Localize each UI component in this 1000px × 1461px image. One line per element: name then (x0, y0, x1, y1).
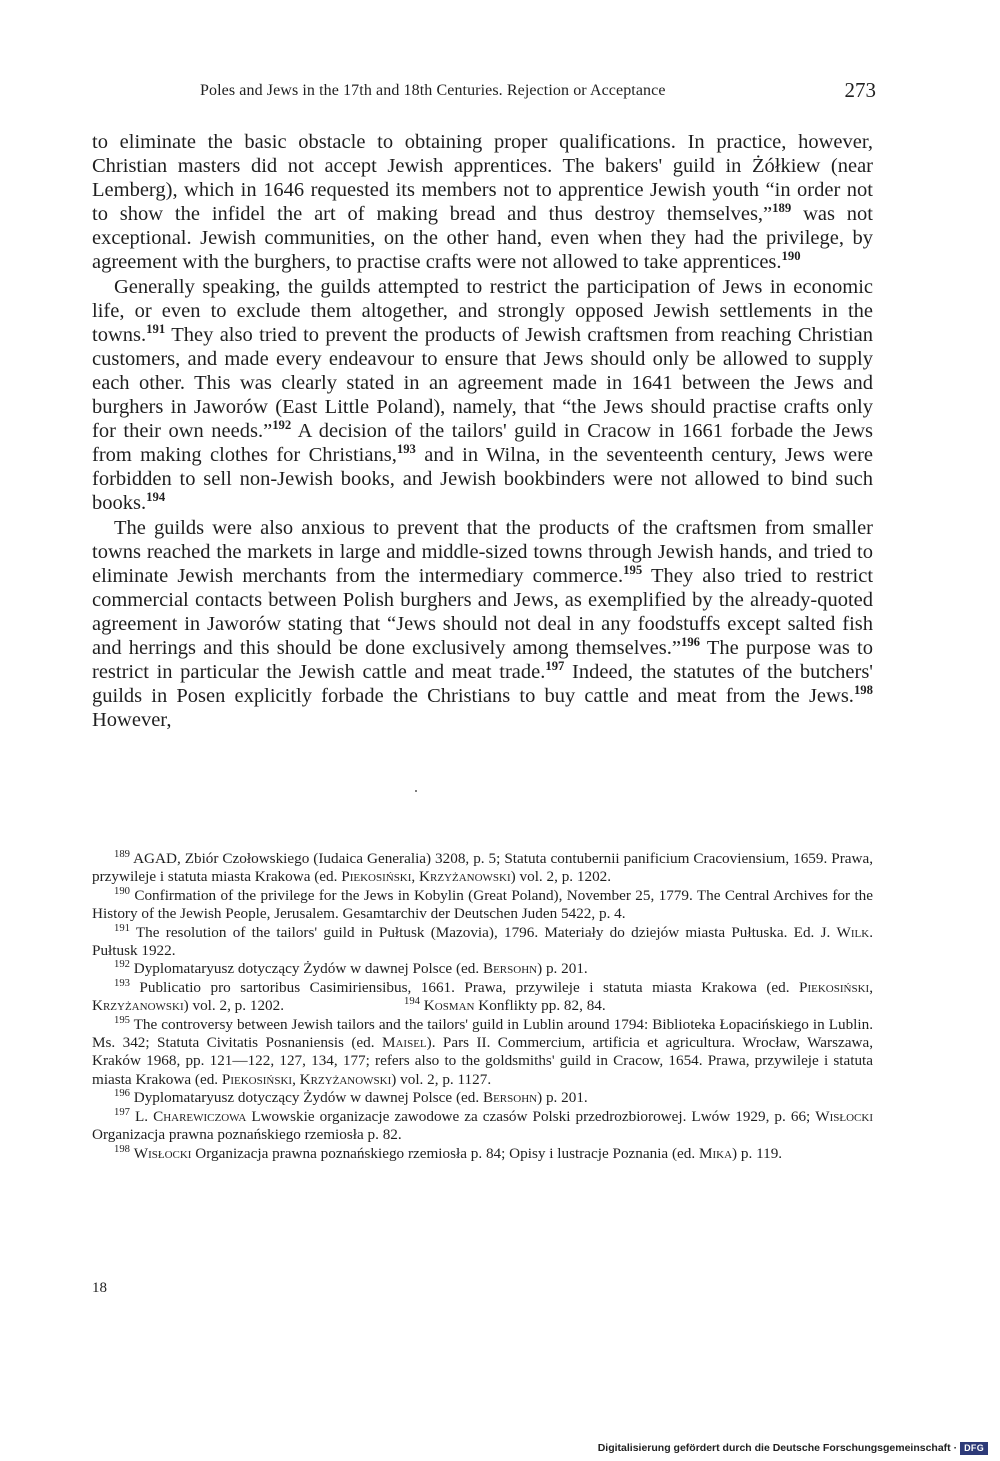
main-text (92, 130, 873, 732)
text-run: . Pułtusk 1922. (92, 923, 873, 960)
footnote-195 (92, 1016, 873, 1090)
paragraph-1 (92, 130, 873, 275)
footnote-number: 198 (114, 1143, 130, 1155)
footnote-ref-198[interactable]: 198 (853, 683, 873, 698)
footnote-number: 191 (114, 922, 130, 934)
text-run: Indeed, the statutes of the butchers' guilds in Posen explicitly forbade the Christians to buy cattle and meat from the Jews. (92, 661, 873, 708)
text-run: A decision of the tailors' guild in Cracow in 1661 forbade the Jews from making clothes for Christians, (92, 420, 873, 467)
text-run: and in Wilna, in the seventeenth century, Jews were forbidden to sell non-Jewish books, and Jewish bookbinders were not allowed to bind such books. (92, 444, 874, 515)
footnote-number: 196 (114, 1088, 130, 1100)
text-run: The purpose was to restrict in particular the Jewish cattle and meat trade. (92, 636, 873, 684)
footnote-198 (92, 1145, 873, 1163)
footnote-189 (92, 850, 873, 887)
author-name: Charewiczowa (153, 1107, 247, 1125)
text-run: Confirmation of the privilege for the Jews in Kobylin (Great Poland), November 25, 1779. The Central Archives for the History of the Jewish People, Jerusalem. Gesamtarchiv der Deutschen Juden 5422, p. 4. (92, 886, 873, 923)
text-run: ). Pars II. Commercium, artificia et agricultura. Wrocław, Warszawa, Kraków 1968, pp. 121—122, 127, 134, 177; refers also to the goldsmiths' guild in Cracow, 1654. Prawa, przywileje i statuta miasta Krakowa (ed. (92, 1034, 873, 1088)
footnote-number: 197 (114, 1106, 130, 1118)
text-run: Organizacja prawna poznańskiego rzemiosła p. 82. (92, 1126, 402, 1144)
footnote-number: 194 (404, 996, 420, 1008)
text-run: Dyplomataryusz dotyczący Żydów w dawnej Polsce (ed. (129, 1089, 483, 1107)
text-run: Publicatio pro sartoribus Casimiriensibus, 1661. Prawa, przywileje i statuta miasta Krakowa (ed. (129, 978, 800, 996)
text-run: Dyplomataryusz dotyczący Żydów w dawnej Polsce (ed. (129, 960, 483, 978)
text-run: ) p. 201. (537, 1089, 588, 1107)
footnote-ref-194[interactable]: 194 (146, 490, 166, 505)
page-speck (415, 790, 417, 792)
text-run: ) p. 119. (732, 1144, 783, 1162)
paragraph-2 (92, 275, 873, 516)
footnote-196 (92, 1089, 873, 1107)
footnote-197 (92, 1108, 873, 1145)
page-number: 273 (844, 78, 876, 102)
footnote-number: 189 (114, 848, 130, 860)
author-name: Piekosiński (799, 978, 870, 996)
author-name: Maisel (381, 1034, 427, 1052)
footnote-193-194 (92, 979, 873, 1016)
running-header (200, 76, 876, 110)
footnote-ref-193[interactable]: 193 (396, 442, 416, 457)
footnote-ref-195[interactable]: 195 (623, 562, 643, 577)
author-name: Piekosiński (221, 1070, 293, 1088)
footnote-ref-196[interactable]: 196 (680, 635, 701, 650)
footnotes (92, 850, 873, 1163)
text-run: Lwowskie organizacje zawodowe za czasów Polski przedrozbiorowej. Lwów 1929, p. 66; (246, 1107, 816, 1125)
text-run: They also tried to prevent the products of Jewish craftsmen from reaching Christian customers, and made every endeavour to ensure that Jews should only be allowed to supply each other. This was clearly stated in an agreement made in 1641 between the Jews and burghers in Jaworów (East Little Poland), namely, that “the Jews should practise crafts only for their own needs.” (92, 323, 873, 443)
text-run: , (411, 868, 420, 886)
footnote-192 (92, 960, 873, 978)
running-title: Poles and Jews in the 17th and 18th Centuries. Rejection or Acceptance (200, 82, 666, 99)
author-name: Kosman (423, 997, 475, 1015)
footnote-number: 193 (114, 977, 130, 989)
footnote-ref-197[interactable]: 197 (545, 659, 565, 674)
text-run: The resolution of the tailors' guild in Pułtusk (Mazovia), 1796. Materiały do dziejów miasta Pułtuska. Ed. J. (129, 923, 837, 941)
signature-mark: 18 (92, 1280, 107, 1296)
text-run: AGAD, Zbiór Czołowskiego (Iudaica Generalia) 3208, p. 5; Statuta contubernii panificium Cracoviensium, 1659. Prawa, przywileje i statuta miasta Krakowa (ed. (92, 850, 873, 886)
text-run: ) vol. 2, p. 1202. (510, 868, 612, 886)
footnote-number: 195 (114, 1014, 130, 1026)
footnote-ref-190[interactable]: 190 (781, 249, 801, 264)
text-run: , (292, 1070, 300, 1088)
footnote-number: 192 (114, 959, 130, 971)
text-run: to eliminate the basic obstacle to obtaining proper qualifications. In practice, however, Christian masters did not accept Jewish apprentices. The bakers' guild in Żółkiew (near Lemberg), which in 1646 requested its members not to apprentice Jewish youth “in order not to show the infidel the art of making bread and thus destroy themselves,” (92, 131, 873, 226)
author-name: Wisłocki (815, 1107, 874, 1125)
author-name: Krzyżanowski (299, 1070, 392, 1088)
text-run: L. (129, 1107, 154, 1125)
footer-text: Digitalisierung gefördert durch die Deutsche Forschungsgemeinschaft · (597, 1442, 958, 1454)
text-run: They also tried to restrict commercial contacts between Polish burghers and Jews, as exemplified by the already-quoted agreement in Jaworów stating that “Jews should not deal in any foodstuffs except salted fish and herrings and this should be done exclusively among themselves.” (92, 564, 874, 659)
footnote-ref-192[interactable]: 192 (272, 418, 292, 433)
text-run: ) p. 201. (537, 960, 588, 978)
author-name: Bersohn (482, 1089, 538, 1107)
text-run: Generally speaking, the guilds attempted to restrict the participation of Jews in economic life, or even to exclude them altogether, and strongly opposed Jewish settlements in the towns. (92, 275, 873, 346)
text-run: The controversy between Jewish tailors and the tailors' guild in Lublin around 1794: Biblioteka Łopacińskiego in Lublin. Ms. 342; Statuta Civitatis Posnaniensis (ed. (92, 1015, 873, 1052)
text-run: ) vol. 2, p. 1127. (391, 1070, 492, 1088)
digitization-footer (598, 1441, 988, 1455)
text-run: Organizacja prawna poznańskiego rzemiosła p. 84; Opisy i lustracje Poznania (ed. (191, 1144, 699, 1162)
author-name: Krzyżanowski (419, 868, 511, 886)
text-run: However, (92, 709, 172, 732)
footnote-number: 190 (114, 885, 130, 897)
footnote-ref-189[interactable]: 189 (772, 201, 792, 216)
text-run: , (869, 978, 873, 996)
text-run: The guilds were also anxious to prevent that the products of the craftsmen from smaller towns reached the markets in large and middle-sized towns through Jewish hands, and tried to eliminate Jewish merchants from the intermediary commerce. (92, 516, 873, 587)
footnote-ref-191[interactable]: 191 (146, 321, 166, 336)
footnote-191 (92, 924, 873, 961)
author-name: Bersohn (482, 960, 538, 978)
footnote-190 (92, 887, 873, 924)
author-name: Wisłocki (133, 1144, 192, 1162)
paragraph-3 (92, 516, 873, 733)
text-run: Konflikty pp. 82, 84. (474, 997, 606, 1015)
text-run: was not exceptional. Jewish communities, on the other hand, even when they had the privilege, by agreement with the burghers, to practise crafts were not allowed to take apprentices. (92, 203, 873, 274)
author-name: Wilk (836, 923, 870, 941)
author-name: Piekosiński (341, 868, 412, 886)
text-run: ) vol. 2, p. 1202. (183, 997, 285, 1015)
dfg-logo-icon: DFG (960, 1442, 988, 1455)
author-name: Mika (698, 1144, 733, 1162)
author-name: Krzyżanowski (92, 997, 184, 1015)
